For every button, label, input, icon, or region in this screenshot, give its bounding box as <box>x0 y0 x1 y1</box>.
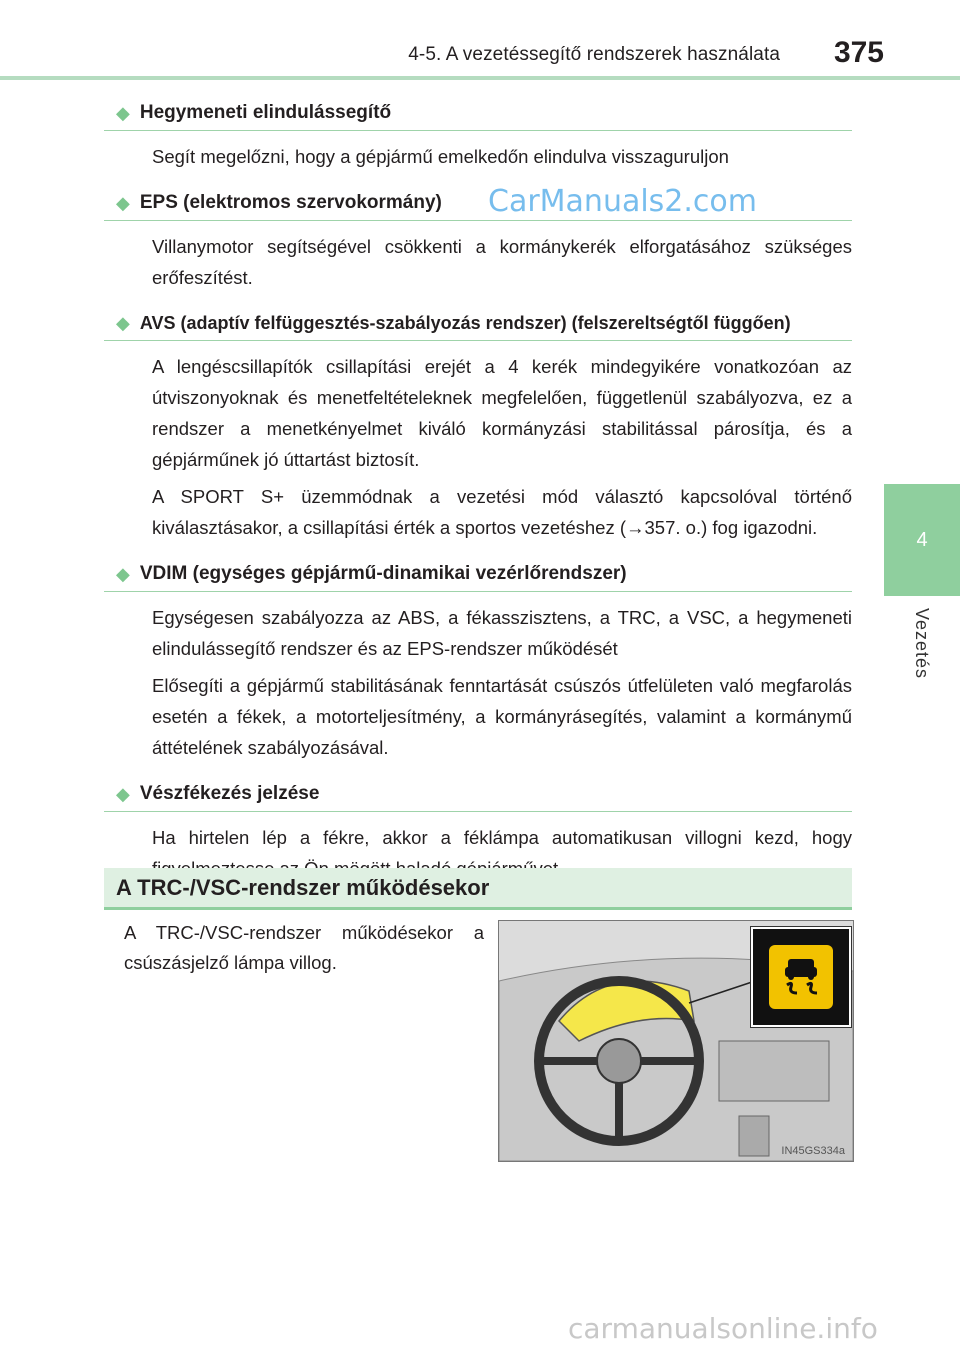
section-heading: ◆ EPS (elektromos szervokormány) <box>104 188 852 221</box>
section-paragraph: Ha hirtelen lép a fékre, akkor a féklámpa automatikusan villogni kezd, hogy <box>152 827 852 848</box>
section-heading: ◆ Hegymeneti elindulássegítő <box>104 98 852 131</box>
section-heading: ◆ AVS (adaptív felfüggesztés-szabályozás rendszer) (felszereltségtől függően) <box>104 309 852 341</box>
section-paragraph: Segít megelőzni, hogy a gépjármű emelkedőn elindulva visszaguruljon <box>152 146 729 167</box>
section-paragraph: A SPORT S+ üzemmódnak a vezetési mód választó kapcsolóval történő kiválasztásakor, a csillapítási érték a sportos vezetéshez (→357. o.) fog igazodni. <box>152 486 852 538</box>
illustration-code: IN45GS334a <box>781 1145 845 1157</box>
section-title-band: A TRC-/VSC-rendszer működésekor <box>104 868 852 910</box>
chapter-tab-label: Vezetés <box>912 608 932 680</box>
skid-indicator-callout <box>751 927 851 1027</box>
car-skid-icon <box>769 945 833 1009</box>
diamond-icon: ◆ <box>116 192 130 213</box>
section-paragraph: Villanymotor segítségével csökkenti a kormánykerék elforgatásához szükséges erőfeszítést. <box>152 236 852 288</box>
trc-description: A TRC-/VSC-rendszer működésekor a csúszásjelző lámpa villog. <box>124 922 484 973</box>
diamond-icon: ◆ <box>116 783 130 804</box>
diamond-icon: ◆ <box>116 563 130 584</box>
page-number: 375 <box>833 36 884 69</box>
diamond-icon: ◆ <box>116 313 130 333</box>
chapter-number: 4 <box>916 528 928 551</box>
section-paragraph: Egységesen szabályozza az ABS, a fékasszisztens, a TRC, a VSC, a hegymeneti elindulássegítő rendszer és az EPS-rendszer működését <box>152 607 852 659</box>
watermark-top: CarManuals2.com <box>488 184 758 219</box>
section-paragraph: A lengéscsillapítók csillapítási erejét a 4 kerék mindegyikére vonatkozóan az útviszonyoknak és menetfeltételeknek megfelelően, függetlenül szabályozva, ez a rendszer a menetkényelmet kiváló kormányzási stabilitással párosítja, és a gépjárműnek jó úttartást biztosít. <box>152 356 852 470</box>
header-rule <box>0 76 960 80</box>
section-paragraph: Elősegíti a gépjármű stabilitásának fenntartását csúszós útfelületen való megfarolás esetén a fékek, a motorteljesítmény, a kormányrásegítés, valamint a kormánymű áttételének szabályozásával. <box>152 675 852 758</box>
diamond-icon: ◆ <box>116 102 130 123</box>
chapter-tab[interactable] <box>884 484 960 596</box>
running-header: 4-5. A vezetéssegítő rendszerek használata <box>408 44 780 65</box>
section-heading: ◆ Vészfékezés jelzése <box>104 779 852 812</box>
dashboard-illustration <box>498 920 854 1162</box>
watermark-bottom: carmanualsonline.info <box>568 1312 878 1345</box>
section-heading: ◆ VDIM (egységes gépjármű-dinamikai vezérlőrendszer) <box>104 559 852 592</box>
